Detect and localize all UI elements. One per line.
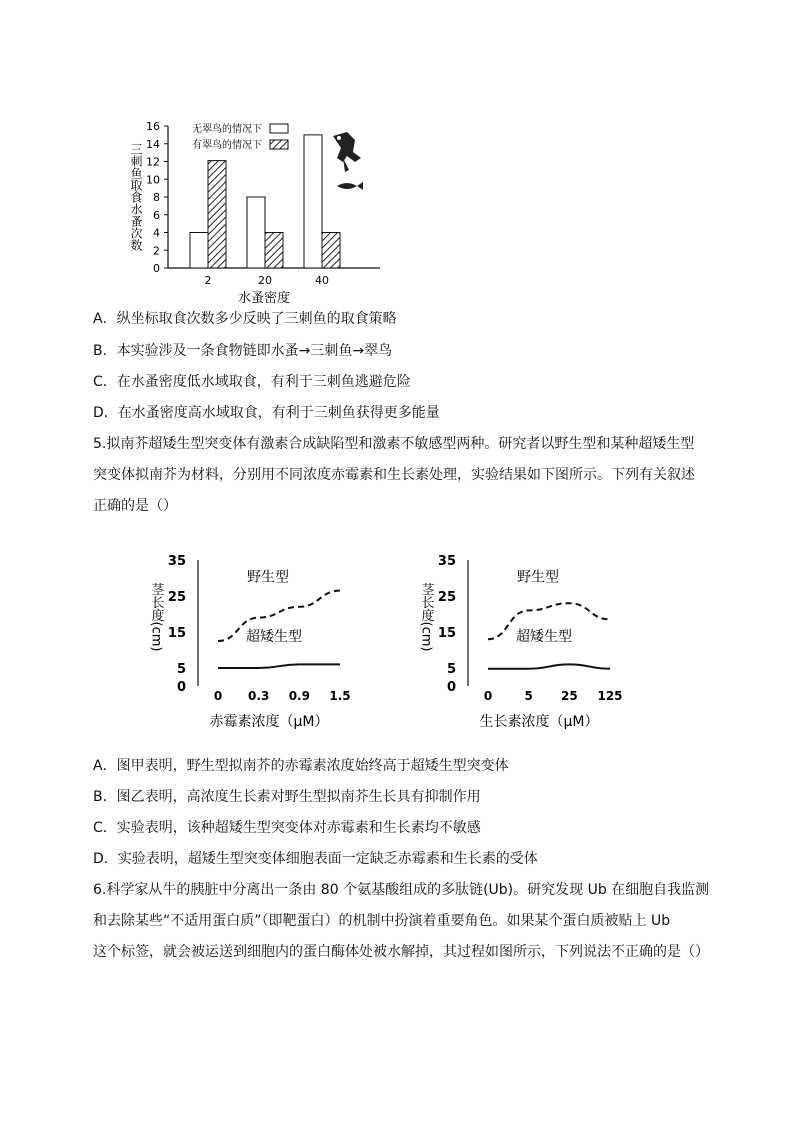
y-axis-label: 三刺鱼取食水蚤次数	[129, 143, 143, 251]
q5-option-b: B．图乙表明，高浓度生长素对野生型拟南芥生长具有抑制作用	[93, 789, 481, 805]
q4-option-b: B．本实验涉及一条食物链即水蚤→三刺鱼→翠鸟	[93, 343, 393, 359]
y-tick-label: 6	[153, 208, 160, 222]
bar-without-kingfisher	[190, 233, 208, 269]
q6-stem-line-3: 这个标签，就会被运送到细胞内的蛋白酶体处被水解掉，其过程如图所示，下列说法不正确的是（）	[93, 944, 709, 960]
y-tick-label: 5	[446, 662, 456, 677]
y-tick-label: 10	[146, 173, 160, 187]
q4-option-c: C．在水蚤密度低水域取食，有利于三刺鱼逃避危险	[93, 374, 411, 390]
bar-with-kingfisher	[265, 233, 283, 269]
x-tick-label: 5	[524, 689, 533, 703]
x-axis-label: 生长素浓度（μM）	[479, 714, 599, 730]
x-tick-label: 125	[597, 689, 623, 703]
y-tick-label: 0	[446, 680, 456, 695]
series-label: 野生型	[247, 569, 289, 586]
y-tick-label: 5	[176, 662, 186, 677]
auxin-line-chart	[410, 548, 650, 738]
x-axis-label: 水蚤密度	[237, 291, 291, 306]
kingfisher-fish-illustration	[325, 128, 375, 198]
legend-label-with: 有翠鸟的情况下	[192, 140, 262, 151]
x-tick-label: 20	[258, 274, 272, 287]
q5-option-d: D．实验表明，超矮生型突变体细胞表面一定缺乏赤霉素和生长素的受体	[93, 851, 538, 867]
x-tick-label: 0.3	[248, 689, 270, 703]
q4-option-a: A．纵坐标取食次数多少反映了三刺鱼的取食策略	[93, 311, 397, 327]
y-tick-label: 35	[437, 554, 456, 569]
y-tick-label: 14	[146, 137, 160, 151]
y-tick-label: 15	[167, 626, 186, 641]
y-tick-label: 25	[437, 590, 456, 605]
q4-option-d: D．在水蚤密度高水域取食，有利于三刺鱼获得更多能量	[93, 405, 440, 421]
x-tick-label: 2	[204, 274, 212, 287]
y-tick-label: 4	[153, 226, 160, 240]
y-tick-label: 12	[146, 155, 160, 169]
bar-without-kingfisher	[304, 135, 322, 268]
y-tick-label: 0	[153, 262, 160, 275]
y-tick-label: 0	[176, 680, 186, 695]
y-tick-label: 16	[146, 120, 160, 133]
q6-stem-line-2: 和去除某些“不适用蛋白质”（即靶蛋白）的机制中扮演着重要角色。如果某个蛋白质被贴上 Ub	[93, 913, 671, 929]
series-label: 超矮生型	[246, 629, 302, 645]
series-label: 野生型	[517, 569, 559, 586]
bar-without-kingfisher	[247, 197, 265, 268]
legend-label-without: 无翠鸟的情况下	[192, 124, 262, 135]
bar-with-kingfisher	[322, 233, 340, 269]
x-tick-label: 0	[483, 689, 493, 703]
q5-option-c: C．实验表明，该种超矮生型突变体对赤霉素和生长素均不敏感	[93, 820, 481, 836]
y-tick-label: 15	[437, 626, 456, 641]
kingfisher-icon	[333, 132, 361, 162]
y-axis-label: 茎长度(cm)	[418, 582, 434, 652]
x-tick-label: 1.5	[329, 689, 351, 703]
y-tick-label: 2	[153, 244, 160, 258]
x-tick-label: 25	[560, 689, 578, 703]
y-axis-label: 茎长度(cm)	[148, 582, 164, 652]
y-tick-label: 25	[167, 590, 186, 605]
series-label: 超矮生型	[516, 629, 572, 645]
x-tick-label: 40	[315, 274, 329, 287]
series-dwarf-line	[488, 664, 610, 668]
q5-stem-line-2: 突变体拟南芥为材料，分别用不同浓度赤霉素和生长素处理，实验结果如下图所示。下列有关叙述	[93, 467, 695, 483]
x-tick-label: 0.9	[288, 689, 310, 703]
y-tick-label: 35	[167, 554, 186, 569]
legend-swatch-with	[270, 140, 288, 149]
bar-with-kingfisher	[208, 161, 226, 268]
fish-icon	[337, 182, 363, 190]
x-axis-label: 赤霉素浓度（μM）	[209, 714, 329, 730]
q5-option-a: A．图甲表明，野生型拟南芥的赤霉素浓度始终高于超矮生型突变体	[93, 758, 509, 774]
x-tick-label: 0	[213, 689, 223, 703]
y-tick-label: 8	[153, 191, 160, 204]
series-dwarf-line	[218, 664, 340, 668]
q5-stem-line-3: 正确的是（）	[93, 498, 177, 514]
q5-stem-line-1: 5.拟南芥超矮生型突变体有激素合成缺陷型和激素不敏感型两种。研究者以野生型和某种超矮生型	[93, 436, 695, 452]
q6-stem-line-1: 6.科学家从牛的胰脏中分离出一条由 80 个氨基酸组成的多肽链(Ub)。研究发现 Ub 在细胞自我监测	[93, 882, 710, 898]
gibberellin-line-chart	[140, 548, 380, 738]
legend-swatch-without	[270, 124, 288, 133]
